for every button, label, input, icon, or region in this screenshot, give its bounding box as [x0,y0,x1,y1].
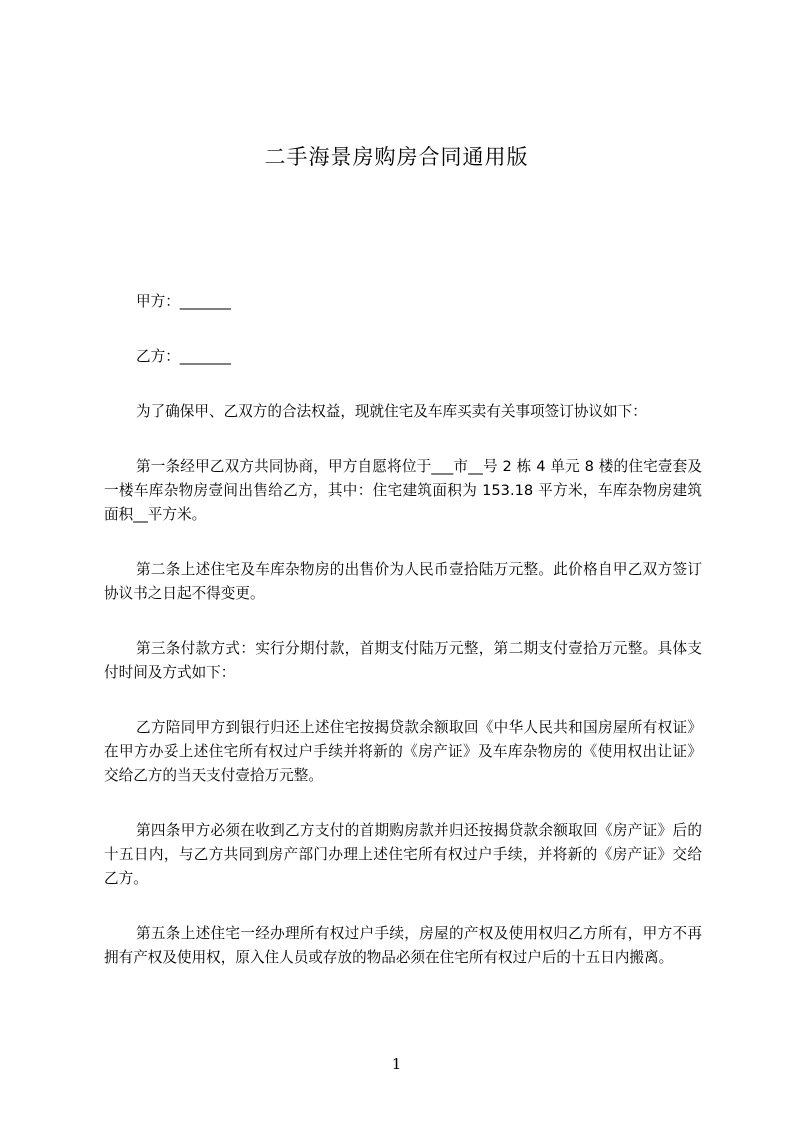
document-title: 二手海景房购房合同通用版 [264,145,529,169]
article-3-paragraph: 第三条付款方式：实行分期付款，首期支付陆万元整，第二期支付壹拾万元整。具体支付时间及方式如下： [104,640,702,681]
document-body [104,290,702,970]
article-1-paragraph: 第一条经甲乙双方共同协商，甲方自愿将位于___市__号 2 栋 4 单元 8 楼的住宅壹套及一楼车库杂物房壹间出售给乙方，其中：住宅建筑面积为 153.18 平方米，车库杂物房建筑面积__平方米。 [104,458,702,523]
article-5-paragraph: 第五条上述住宅一经办理所有权过户手续，房屋的产权及使用权归乙方所有，甲方不再拥有产权及使用权，原入住人员或存放的物品必须在住宅所有权过户后的十五日内搬离。 [104,925,702,966]
party-b-line: 乙方：_______ [136,348,231,365]
article-4-paragraph: 第四条甲方必须在收到乙方支付的首期购房款并归还按揭贷款余额取回《房产证》后的十五日内，与乙方共同到房产部门办理上述住宅所有权过户手续，并将新的《房产证》交给乙方。 [104,822,702,887]
party-a-line: 甲方：_______ [136,293,231,310]
article-2-paragraph: 第二条上述住宅及车库杂物房的出售价为人民币壹拾陆万元整。此价格自甲乙双方签订协议书之日起不得变更。 [104,561,702,602]
preamble-paragraph: 为了确保甲、乙双方的合法权益，现就住宅及车库买卖有关事项签订协议如下： [136,403,647,420]
page-number: 1 [391,1055,402,1073]
payment-details-paragraph: 乙方陪同甲方到银行归还上述住宅按揭贷款余额取回《中华人民共和国房屋所有权证》在甲方办妥上述住宅所有权过户手续并将新的《房产证》及车库杂物房的《使用权出让证》交给乙方的当天支付壹拾万元整。 [104,719,702,784]
